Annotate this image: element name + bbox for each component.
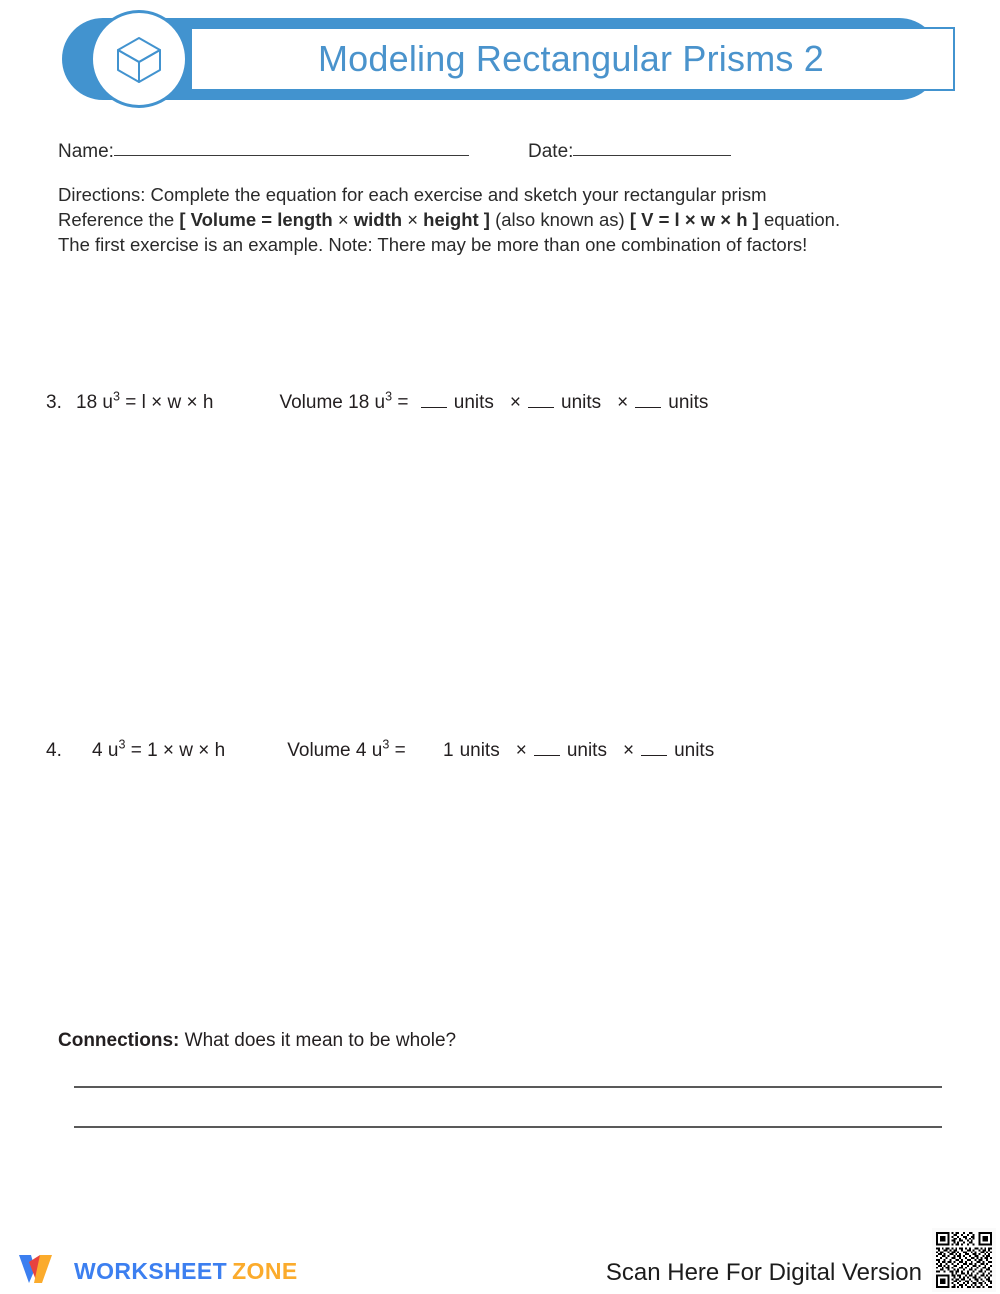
volume-label: Volume bbox=[287, 740, 351, 761]
directions-formula-part-1: [ Volume = length bbox=[179, 209, 338, 230]
exercise-equation-text: = 1 × w × h bbox=[125, 740, 226, 761]
times-sign-2: × bbox=[622, 740, 635, 761]
logo-text-worksheet: WORKSHEET bbox=[74, 1257, 228, 1284]
units-word-2: units bbox=[566, 740, 607, 761]
directions-line-1: Directions: Complete the equation for each exercise and sketch your rectangular prism bbox=[58, 184, 767, 205]
exercise-item bbox=[46, 737, 966, 774]
volume-equals: = bbox=[389, 740, 411, 761]
times-sign-1: × bbox=[515, 740, 527, 761]
directions-times-1: × bbox=[337, 209, 349, 230]
exercise-item bbox=[46, 389, 966, 426]
volume-equals: = bbox=[392, 392, 414, 413]
exercise-volume-expression bbox=[279, 389, 709, 414]
exercise-exponent: 3 bbox=[113, 389, 120, 404]
qr-code[interactable] bbox=[932, 1228, 996, 1292]
volume-number: 18 bbox=[348, 392, 370, 413]
volume-exponent: 3 bbox=[382, 737, 390, 752]
factor-blank-1[interactable] bbox=[421, 394, 447, 408]
connections-question: What does it mean to be whole? bbox=[179, 1030, 457, 1051]
exercise-equation bbox=[76, 389, 214, 414]
times-sign-1: × bbox=[509, 392, 522, 413]
units-word-2: units bbox=[561, 392, 602, 413]
name-date-row bbox=[58, 140, 818, 168]
connections-prompt bbox=[58, 1030, 958, 1052]
directions-line-3: The first exercise is an example. Note: There may be more than one combination of factors! bbox=[58, 234, 808, 255]
exercise-number: 3. bbox=[46, 392, 62, 413]
directions-line-2 bbox=[58, 207, 958, 232]
directions-times-2: × bbox=[407, 209, 419, 230]
units-word-1: units bbox=[453, 392, 494, 413]
directions-line-2-b: (also known as) bbox=[489, 209, 630, 230]
factor-value-1[interactable]: 1 bbox=[442, 740, 454, 761]
volume-unit: u bbox=[374, 392, 386, 413]
volume-unit: u bbox=[371, 740, 383, 761]
times-sign-2: × bbox=[617, 392, 629, 413]
factor-blank-3[interactable] bbox=[641, 742, 667, 756]
volume-number: 4 bbox=[355, 740, 367, 761]
sketch-work-area[interactable] bbox=[46, 778, 966, 1010]
directions-block bbox=[58, 182, 958, 257]
sketch-work-area[interactable] bbox=[46, 430, 966, 726]
logo-text bbox=[74, 1258, 298, 1285]
volume-exponent: 3 bbox=[385, 389, 393, 404]
exercise-volume-value: 18 bbox=[76, 392, 98, 413]
scan-instruction-text: Scan Here For Digital Version bbox=[605, 1259, 922, 1286]
logo-text-zone: ZONE bbox=[232, 1257, 298, 1284]
exercise-unit: u bbox=[107, 740, 119, 761]
directions-line-2-c: equation. bbox=[758, 209, 841, 230]
factor-blank-3[interactable] bbox=[635, 394, 661, 408]
cube-icon bbox=[90, 10, 188, 108]
exercise-number: 4. bbox=[46, 740, 62, 761]
directions-formula-short: [ V = l × w × h ] bbox=[629, 209, 759, 230]
exercise-unit: u bbox=[102, 392, 113, 413]
page-title: Modeling Rectangular Prisms 2 bbox=[317, 38, 825, 79]
answer-line[interactable] bbox=[74, 1086, 942, 1088]
name-label: Name: bbox=[58, 141, 114, 162]
name-input-line[interactable] bbox=[114, 140, 469, 156]
worksheet-zone-logo[interactable] bbox=[16, 1252, 298, 1290]
exercise-volume-value: 4 bbox=[92, 740, 103, 761]
directions-line-2-a: Reference the bbox=[58, 209, 180, 230]
units-word-3: units bbox=[668, 392, 709, 413]
directions-formula-part-3: height ] bbox=[418, 209, 490, 230]
exercise-equation-text: = l × w × h bbox=[119, 392, 214, 413]
exercise-equation bbox=[92, 737, 226, 762]
answer-line[interactable] bbox=[74, 1126, 942, 1128]
units-word-3: units bbox=[674, 740, 715, 761]
factor-blank-2[interactable] bbox=[528, 394, 554, 408]
exercise-volume-expression bbox=[287, 737, 715, 762]
volume-label: Volume bbox=[279, 392, 343, 413]
header-banner bbox=[62, 18, 940, 100]
factor-blank-2[interactable] bbox=[534, 742, 560, 756]
directions-formula-part-2: width bbox=[348, 209, 408, 230]
exercise-exponent: 3 bbox=[118, 737, 126, 752]
logo-w-icon bbox=[16, 1252, 62, 1291]
date-label: Date: bbox=[528, 141, 574, 162]
date-input-line[interactable] bbox=[573, 140, 731, 156]
connections-label: Connections: bbox=[58, 1030, 180, 1051]
units-word-1: units bbox=[459, 740, 500, 761]
